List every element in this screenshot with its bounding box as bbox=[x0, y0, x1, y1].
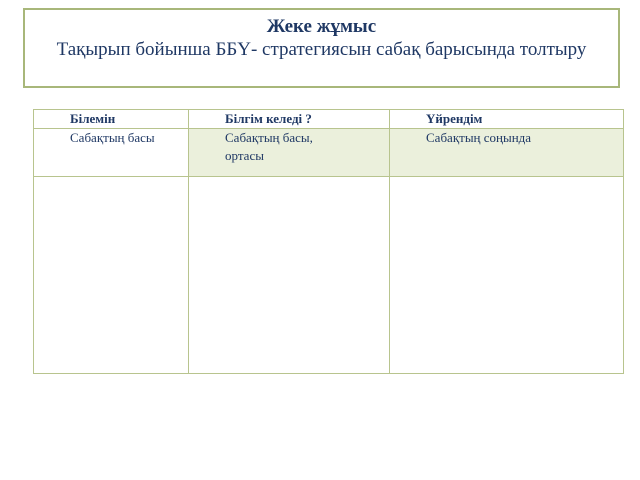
title-heading: Жеке жұмыс bbox=[266, 16, 377, 37]
body-cell-learned[interactable] bbox=[390, 177, 624, 374]
subheader-learned-label: Сабақтың соңында bbox=[426, 130, 532, 145]
header-cell-learned bbox=[390, 110, 624, 129]
body-cell-know[interactable] bbox=[34, 177, 189, 374]
subheader-want-label: Сабақтың басы, ортасы bbox=[225, 130, 313, 163]
title-subtitle: Тақырып бойынша ББҮ- стратегиясын сабақ барысында толтыру bbox=[56, 39, 587, 60]
header-want-label: Білгім келеді ? bbox=[225, 111, 312, 126]
title-box bbox=[23, 8, 620, 88]
subheader-cell-want bbox=[189, 129, 390, 177]
header-know-label: Білемін bbox=[70, 111, 116, 126]
header-cell-know bbox=[34, 110, 189, 129]
table-body-row bbox=[34, 177, 624, 374]
body-cell-want[interactable] bbox=[189, 177, 390, 374]
table-subheader-row bbox=[34, 129, 624, 177]
kwl-table bbox=[33, 109, 624, 374]
subheader-know-label: Сабақтың басы bbox=[70, 130, 155, 145]
subheader-cell-learned bbox=[390, 129, 624, 177]
subheader-cell-know bbox=[34, 129, 189, 177]
header-cell-want bbox=[189, 110, 390, 129]
table-header-row bbox=[34, 110, 624, 129]
header-learned-label: Үйрендім bbox=[426, 111, 483, 126]
